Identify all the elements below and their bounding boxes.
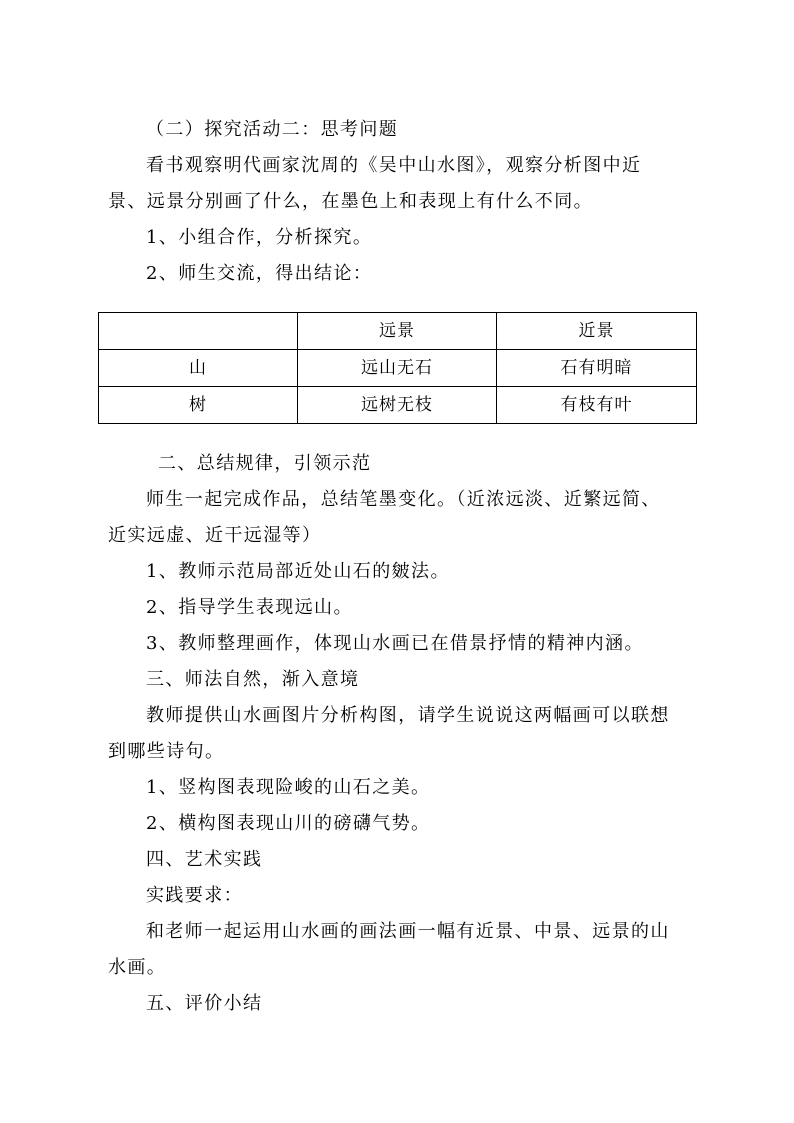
practice-requirement-label: 实践要求： — [146, 885, 243, 906]
table-cell: 远树无枝 — [298, 387, 497, 424]
explore-step-1: 1、小组合作，分析探究。 — [146, 227, 373, 248]
method-step-1: 1、竖构图表现险峻的山石之美。 — [146, 777, 431, 798]
practice-heading: 四、艺术实践 — [146, 849, 263, 870]
explore-intro-line-2: 景、远景分别画了什么，在墨色上和表现上有什么不同。 — [108, 191, 593, 212]
method-heading: 三、师法自然，渐入意境 — [146, 669, 360, 690]
table-header-cell: 近景 — [497, 313, 697, 350]
method-step-2: 2、横构图表现山川的磅礴气势。 — [146, 813, 431, 834]
summary-intro-line-1: 师生一起完成作品，总结笔墨变化。（近浓远淡、近繁远简、 — [146, 489, 661, 510]
practice-requirement-line-2: 水画。 — [108, 957, 167, 978]
explore-step-2: 2、师生交流，得出结论： — [146, 263, 373, 284]
table-cell: 树 — [99, 387, 298, 424]
explore-heading: （二）探究活动二：思考问题 — [146, 119, 399, 140]
table-cell: 山 — [99, 350, 298, 387]
comparison-table — [98, 312, 697, 424]
table-cell: 石有明暗 — [497, 350, 697, 387]
table-header-cell: 远景 — [298, 313, 497, 350]
explore-intro-line-1: 看书观察明代画家沈周的《吴中山水图》，观察分析图中近 — [146, 155, 642, 176]
table-cell: 有枝有叶 — [497, 387, 697, 424]
review-heading: 五、评价小结 — [146, 993, 263, 1014]
table-cell: 远山无石 — [298, 350, 497, 387]
summary-step-2: 2、指导学生表现远山。 — [146, 597, 353, 618]
summary-step-3: 3、教师整理画作，体现山水画已在借景抒情的精神内涵。 — [146, 633, 644, 654]
practice-requirement-line-1: 和老师一起运用山水画的画法画一幅有近景、中景、远景的山 — [146, 921, 670, 942]
table-header-cell — [99, 313, 298, 350]
table-header-row — [99, 313, 697, 350]
method-intro-line-2: 到哪些诗句。 — [108, 741, 225, 762]
summary-intro-line-2: 近实远虚、近干远湿等） — [108, 525, 322, 546]
method-intro-line-1: 教师提供山水画图片分析构图，请学生说说这两幅画可以联想 — [146, 705, 670, 726]
table-row — [99, 387, 697, 424]
table-row — [99, 350, 697, 387]
summary-step-1: 1、教师示范局部近处山石的皴法。 — [146, 561, 450, 582]
summary-heading: 二、总结规律，引领示范 — [158, 453, 372, 474]
